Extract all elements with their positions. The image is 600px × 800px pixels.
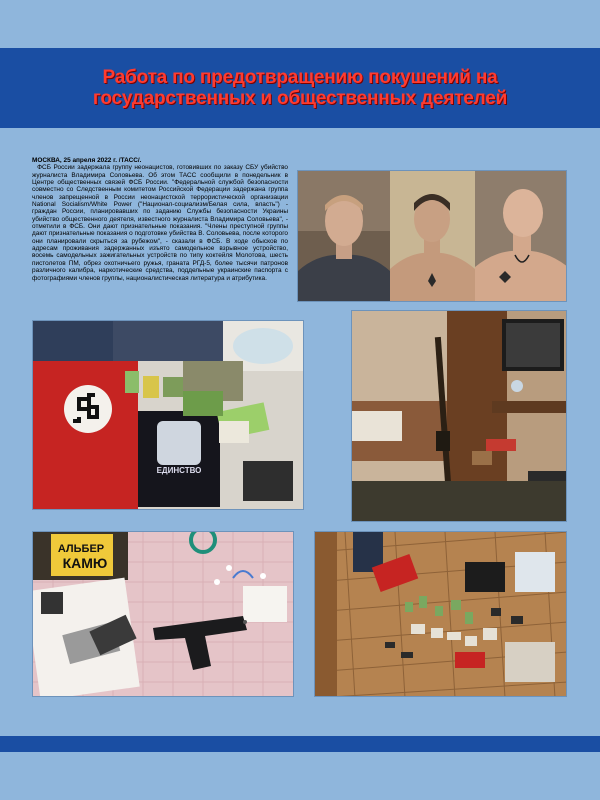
article-dateline: МОСКВА, 25 апреля 2022 г. /ТАСС/.	[32, 157, 142, 164]
photo-items-floor	[314, 531, 567, 697]
photo-room-rifle	[351, 310, 567, 522]
book-author-last-name: КАМЮ	[62, 555, 108, 571]
suspect-photo-1	[298, 171, 390, 302]
page-title-line-1: Работа по предотвращению покушений на	[102, 67, 498, 88]
photo-pistol-documents	[32, 531, 294, 697]
page-title	[0, 48, 600, 128]
footer-band	[0, 736, 600, 752]
news-article	[32, 157, 288, 315]
shirt-print-text: ЕДИНСТВО	[156, 466, 202, 475]
page-title-line-2: государственных и общественных деятелей	[92, 88, 508, 109]
suspect-photo-2	[390, 171, 475, 302]
header-band	[0, 48, 600, 128]
article-body: ФСБ России задержала группу неонацистов, готовивших по заказу СБУ убийство журналиста Владимира Соловьева. Об этом ТАСС сообщили в понедельник в Центре общественных связей ФСБ России. "Федеральной службой безопасности совместно со Следственным комитетом Российской Федерации задержана группа членов запрещенной в России неонацистской террористической организации National Socialism/White Power ("Национал-социализм/Белая сила, власть") - граждан России, планировавших по заданию Службы безопасности Украины убийство общественного деятеля, известного журналиста Владимира Соловьева", - отметили в ФСБ. Они дают признательные показания. "Члены преступной группы дают признательные показания о подготовке убийства В. Соловьева, после которого они планировали скрыться за рубежом", - сказали в ФСБ. В ходе обысков по адресам проживания задержанных изъято самодельное взрывное устройство, восемь самодельных зажигательных устройств по типу коктейля Молотова, шесть пистолетов ПМ, обрез охотничьего ружья, граната РГД-5, более тысячи патронов различного калибра, наркотические средства, поддельные украинские паспорта с фотографиями членов группы, националистическая литература и атрибутика.	[32, 164, 288, 282]
suspect-photo-3	[475, 171, 567, 302]
book-author-first-name: АЛЬБЕР	[57, 543, 105, 555]
photo-suspects	[297, 170, 567, 302]
photo-seized-items-bed	[32, 320, 304, 510]
